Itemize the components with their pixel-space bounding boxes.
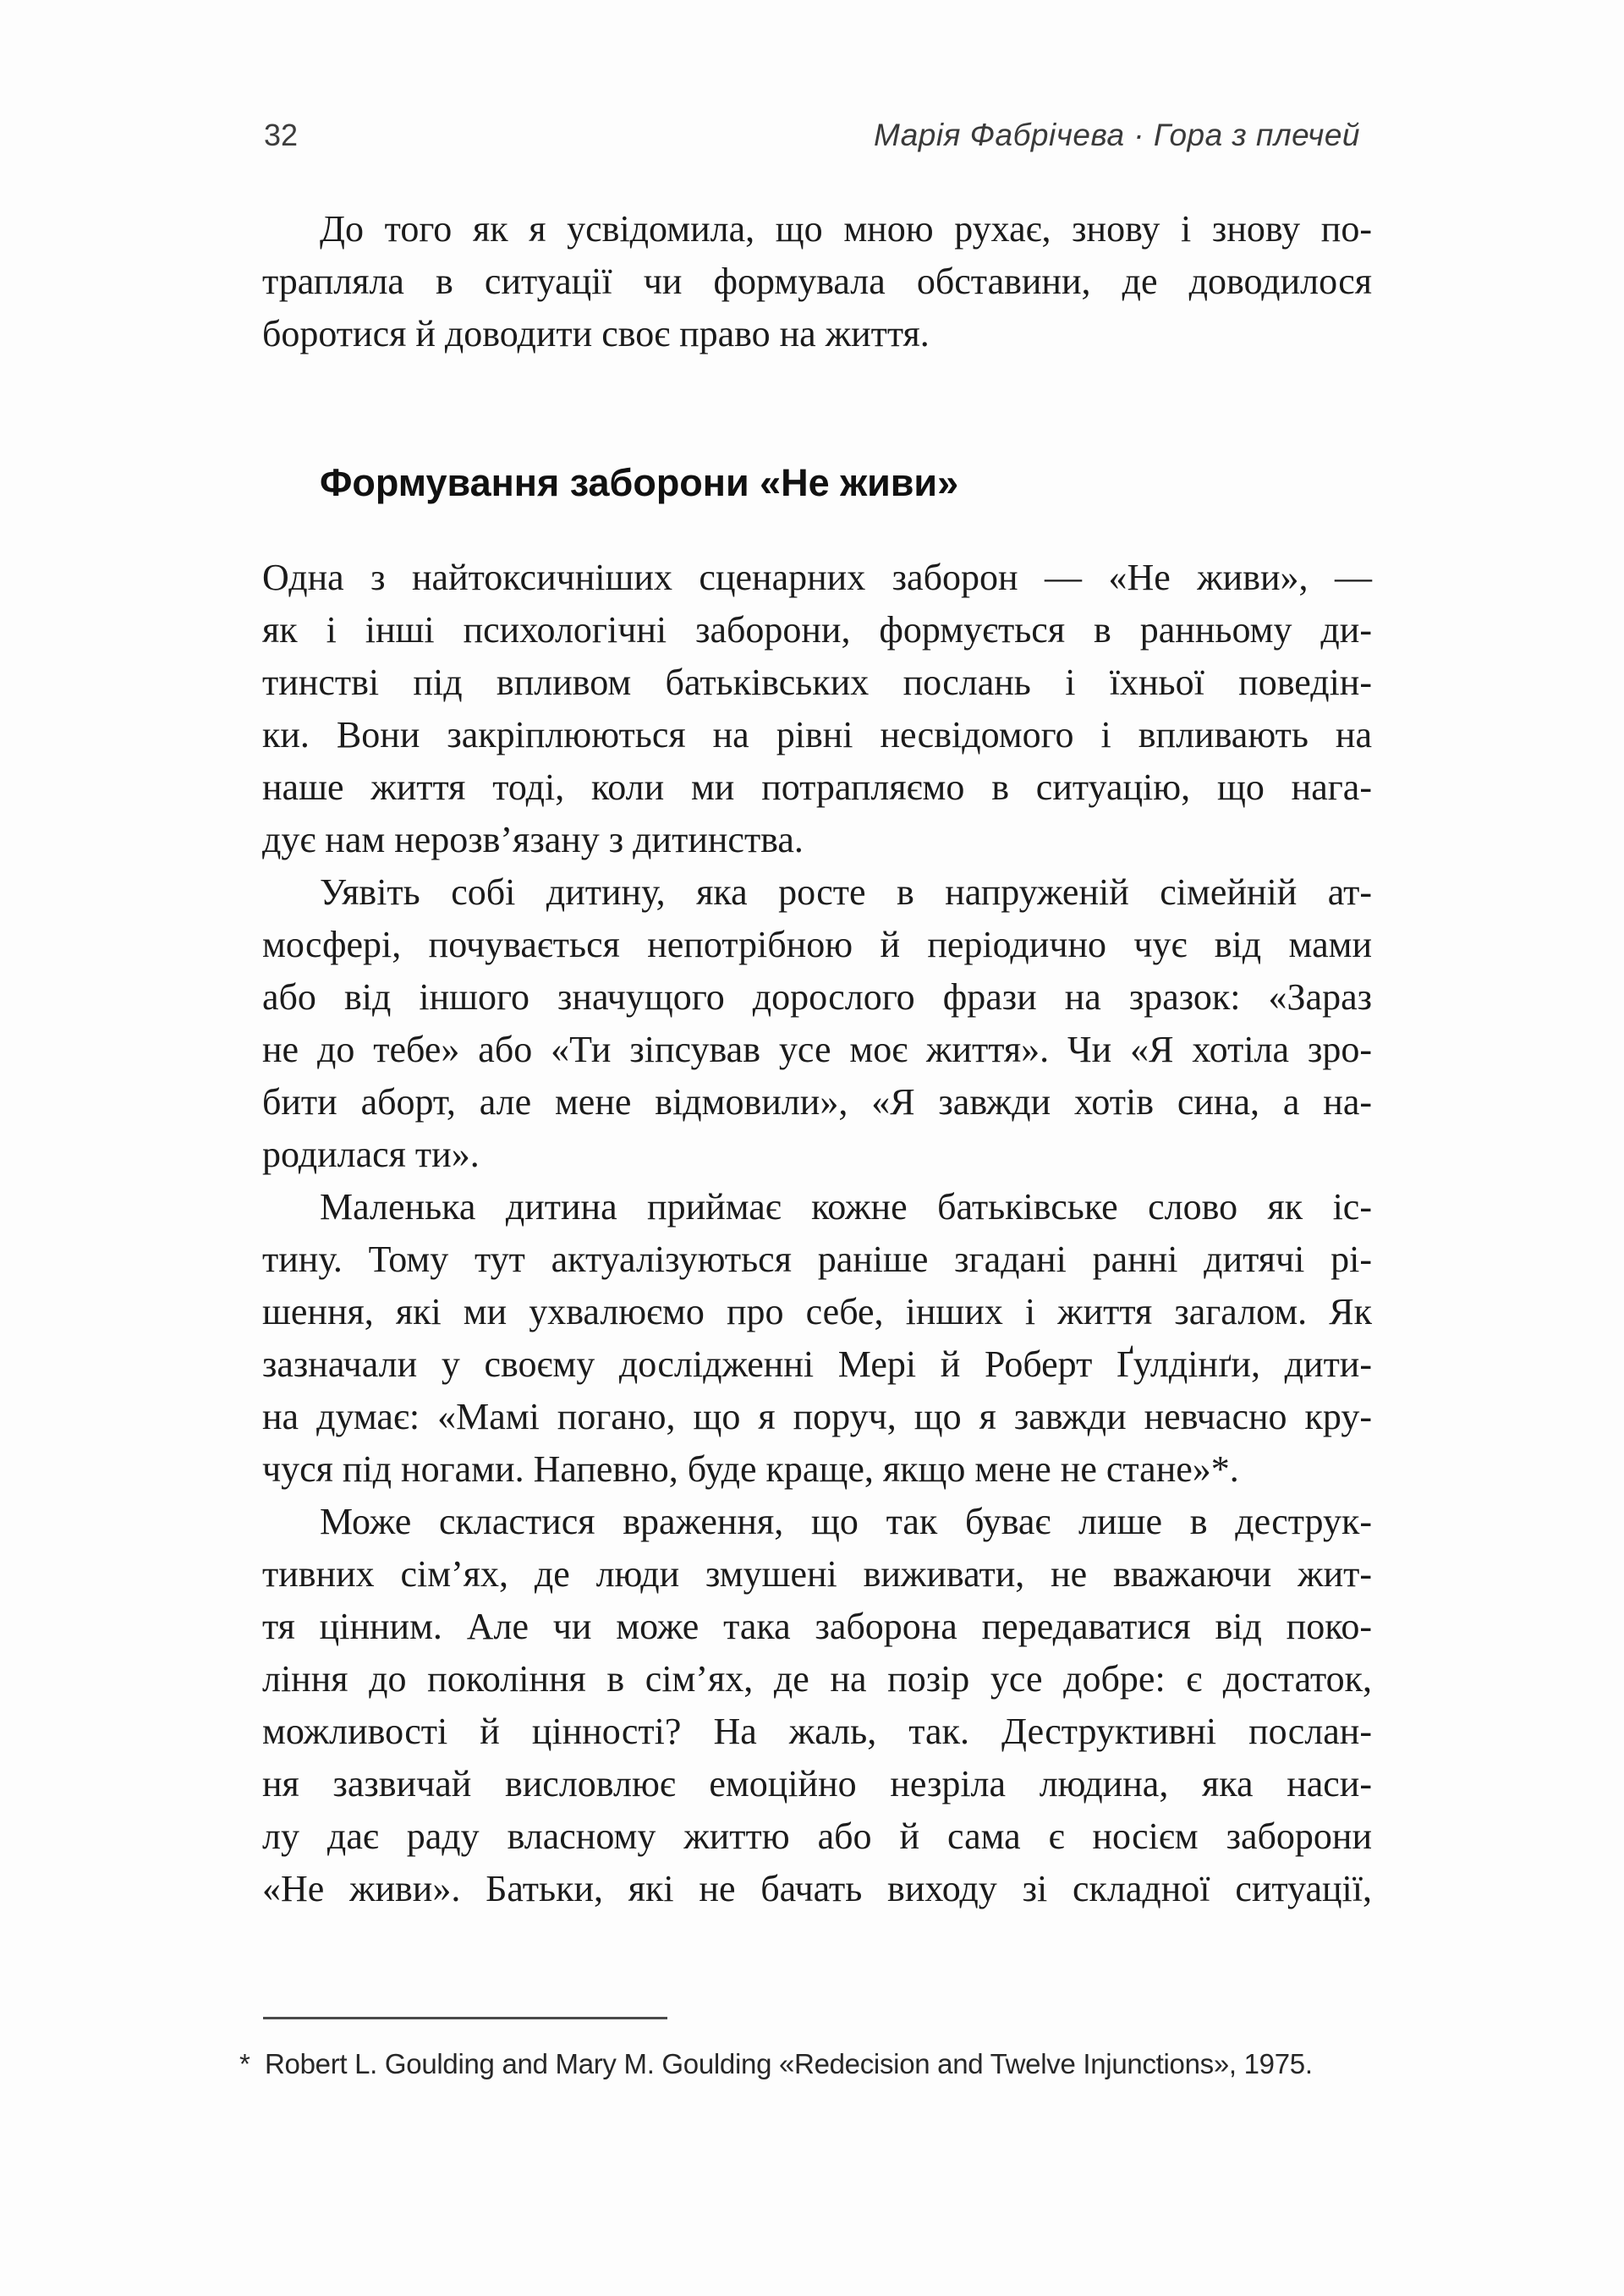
text-line: тинстві під впливом батьківських послань і їхньої поведін- xyxy=(262,662,1372,703)
text-line: Може скластися враження, що так буває лише в деструк- xyxy=(320,1501,1372,1542)
paragraph-3 xyxy=(262,866,1372,1181)
text-line: ки. Вони закріплюються на рівні несвідомого і впливають на xyxy=(262,714,1372,755)
text-line: «Не живи». Батьки, які не бачать виходу зі складної ситуації, xyxy=(262,1868,1372,1909)
text-line: або від іншого значущого дорослого фрази на зразок: «Зараз xyxy=(262,976,1372,1018)
text-line: дує нам нерозв’язану з дитинства. xyxy=(262,819,804,860)
paragraph-4 xyxy=(262,1181,1372,1496)
text-line: чуся під ногами. Напевно, буде краще, якщо мене не стане»*. xyxy=(262,1448,1239,1490)
text-line: ня зазвичай висловлює емоційно незріла людина, яка наси- xyxy=(262,1763,1372,1804)
text-line: Одна з найтоксичніших сценарних заборон — «Не живи», — xyxy=(262,557,1372,598)
text-line: на думає: «Мамі погано, що я поруч, що я завжди невчасно кру- xyxy=(262,1396,1372,1437)
text-line: як і інші психологічні заборони, формується в ранньому ди- xyxy=(262,609,1372,651)
text-line: не до тебе» або «Ти зіпсував усе моє життя». Чи «Я хотіла зро- xyxy=(262,1029,1372,1070)
text-line: трапляла в ситуації чи формувала обставини, де доводилося xyxy=(262,261,1372,302)
text-line: ління до покоління в сім’ях, де на позір усе добре: є достаток, xyxy=(262,1658,1372,1700)
paragraph-2 xyxy=(262,552,1372,866)
text-line: тину. Тому тут актуалізуються раніше згадані ранні дитячі рі- xyxy=(262,1239,1372,1280)
footnote xyxy=(239,2046,1398,2083)
paragraph-5 xyxy=(262,1496,1372,1915)
text-line: бити аборт, але мене відмовили», «Я завжди хотів сина, а на- xyxy=(262,1081,1372,1123)
text-line: лу дає раду власному життю або й сама є носієм заборони xyxy=(262,1815,1372,1857)
text-line: Маленька дитина приймає кожне батьківське слово як іс- xyxy=(320,1186,1372,1228)
text-block xyxy=(262,203,1372,1915)
footnote-divider xyxy=(263,2017,667,2019)
page-number: 32 xyxy=(264,118,299,152)
text-line: шення, які ми ухвалюємо про себе, інших і життя загалом. Як xyxy=(262,1291,1372,1332)
footnote-marker: * xyxy=(239,2048,250,2079)
text-line: тивних сім’ях, де люди змушені виживати, не вважаючи жит- xyxy=(262,1553,1372,1595)
text-line: родилася ти». xyxy=(262,1134,480,1175)
section-heading: Формування заборони «Не живи» xyxy=(320,461,959,504)
text-line: наше життя тоді, коли ми потрапляємо в ситуацію, що нага- xyxy=(262,766,1372,808)
running-header: Марія Фабрічева · Гора з плечей xyxy=(873,118,1360,152)
text-line: зазначали у своєму дослідженні Мері й Роберт Ґулдінґи, дити- xyxy=(262,1343,1372,1385)
paragraph-1 xyxy=(262,203,1372,360)
text-line: можливості й цінності? На жаль, так. Деструктивні послан- xyxy=(262,1711,1372,1752)
text-line: До того як я усвідомила, що мною рухає, знову і знову по- xyxy=(320,208,1372,250)
text-line: боротися й доводити своє право на життя. xyxy=(262,313,930,354)
text-line: мосфері, почувається непотрібною й періодично чує від мами xyxy=(262,924,1372,965)
text-line: Уявіть собі дитину, яка росте в напруженій сімейній ат- xyxy=(320,871,1372,913)
text-line: тя цінним. Але чи може така заборона передаватися від поко- xyxy=(262,1606,1372,1647)
page-header xyxy=(262,115,1372,156)
footnote-text: Robert L. Goulding and Mary M. Goulding «Redecision and Twelve Injunctions», 1975. xyxy=(265,2048,1313,2079)
